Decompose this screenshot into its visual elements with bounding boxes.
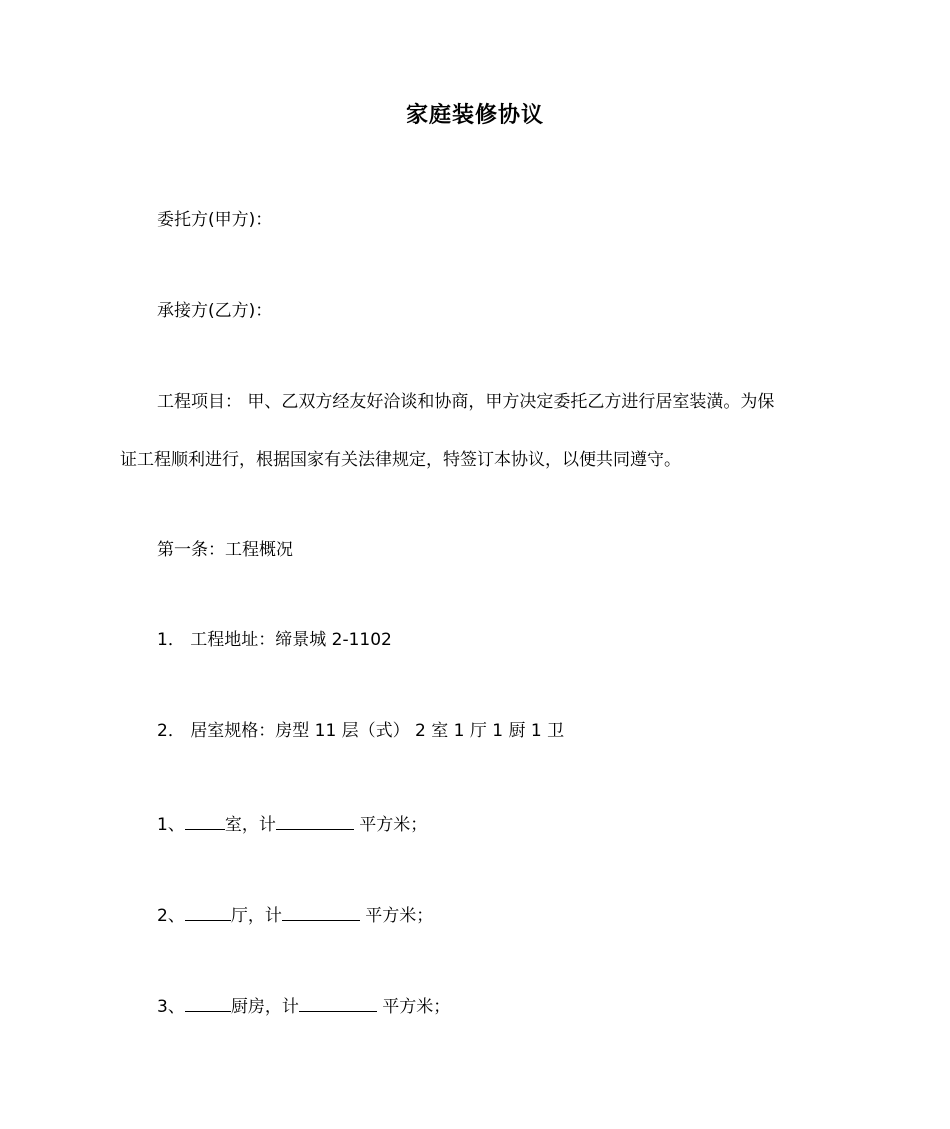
- hall-count-blank: [185, 902, 231, 921]
- room-count-blank: [185, 811, 225, 830]
- room-area-blank: [276, 811, 354, 830]
- article-1-heading: 第一条：工程概况: [157, 540, 293, 560]
- kitchen-area-prefix: 3、: [157, 997, 185, 1017]
- hall-area-blank: [282, 902, 360, 921]
- kitchen-area-row: [157, 993, 450, 1019]
- hall-area-prefix: 2、: [157, 906, 185, 926]
- kitchen-area-unit: 厨房，计: [230, 997, 299, 1017]
- project-paragraph-line-1: 工程项目： 甲、乙双方经友好洽谈和协商，甲方决定委托乙方进行居室装潢。为保: [157, 392, 775, 412]
- hall-area-unit: 厅，计: [230, 906, 282, 926]
- item-room-spec: 2． 居室规格：房型 11 层（式） 2 室 1 厅 1 厨 1 卫: [157, 721, 565, 741]
- party-b-line: 承接方(乙方)：: [157, 301, 273, 321]
- kitchen-count-blank: [185, 993, 231, 1012]
- item-project-address: 1． 工程地址：缔景城 2-1102: [157, 630, 392, 650]
- project-paragraph-line-2: 证工程顺利进行，根据国家有关法律规定，特签订本协议，以便共同遵守。: [120, 450, 681, 470]
- document-title: 家庭装修协议: [405, 103, 544, 128]
- kitchen-area-suffix: 平方米；: [376, 997, 451, 1017]
- kitchen-area-blank: [299, 993, 377, 1012]
- room-area-prefix: 1、: [157, 815, 185, 835]
- party-a-line: 委托方(甲方)：: [157, 210, 273, 230]
- room-area-unit: 室，计: [224, 815, 276, 835]
- room-area-row: [157, 811, 427, 837]
- room-area-suffix: 平方米；: [353, 815, 428, 835]
- hall-area-suffix: 平方米；: [359, 906, 434, 926]
- hall-area-row: [157, 902, 433, 928]
